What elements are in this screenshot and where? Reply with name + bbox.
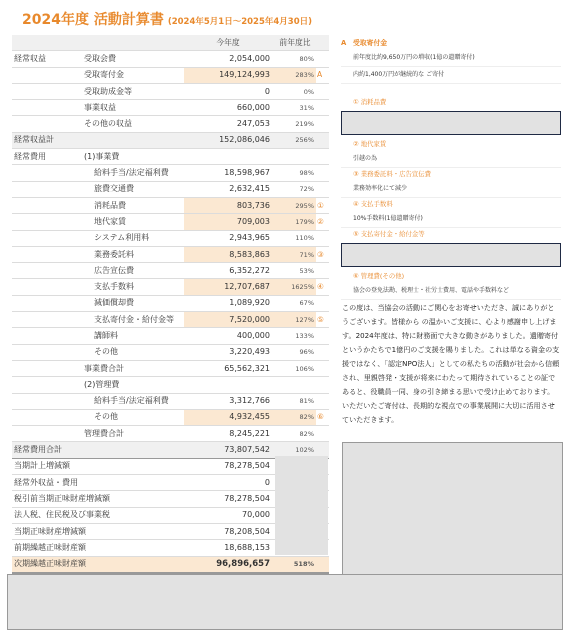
row-item: 支払手数料 [82,279,184,295]
blank-panel-right [342,442,563,575]
note-4-title: ④ 支払手数料 [353,200,393,208]
row-value: 3,220,493 [184,344,274,360]
row-note-marker [316,263,329,279]
row-value: 2,632,415 [184,181,274,197]
row-note-marker [316,116,329,132]
row-value: 12,707,687 [184,279,274,295]
row-label: 経常収益計 [12,132,184,148]
note-5-title: ⑤ 支払寄付金・給付金等 [353,230,425,238]
table-row [12,149,329,165]
note-4-line: 10%手数料(1億遺贈寄付) [341,211,561,228]
row-value: 6,352,272 [184,263,274,279]
row-category [12,328,66,344]
row-note-marker [316,83,329,99]
row-label: 経常外収益・費用 [12,475,184,491]
row-ratio [274,377,316,393]
row-label: 次期繰越正味財産額 [12,556,184,573]
row-note-marker [316,344,329,360]
row-ratio: 80% [274,51,316,67]
row-item: 受取助成金等 [82,83,184,99]
row-ratio: 81% [274,393,316,409]
col-ratio-header: 前年度比 [274,35,316,51]
row-value: 70,000 [184,507,274,523]
table-row [12,132,329,148]
row-note-marker: ④ [316,279,329,295]
row-note-marker [316,230,329,246]
row-item: 地代家賃 [82,214,184,230]
row-ratio: 127% [274,312,316,328]
row-ratio: 219% [274,116,316,132]
notes-panel [341,36,561,300]
row-item: 消耗品費 [82,197,184,213]
row-item: 業務委託料 [82,246,184,262]
statement-title: 2024年度 活動計算書 [22,12,164,28]
note-5-box [341,243,561,267]
row-category [12,295,66,311]
row-value: 96,896,657 [184,556,274,573]
row-ratio: 110% [274,230,316,246]
table-header-row [12,35,329,51]
table-row [12,100,329,116]
row-category [12,197,66,213]
row-ratio: 98% [274,165,316,181]
row-category [12,279,66,295]
row-item: その他の収益 [82,116,184,132]
row-note-marker: ⑤ [316,312,329,328]
table-row [12,295,329,311]
row-note-marker [316,360,329,376]
row-item: (2)管理費 [82,377,184,393]
greeting-message: この度は、当協会の活動にご関心をお寄せいただき、誠にありがとうございます。皆様から の温かいご支援に、心より感謝申し上げます。2024年度は、特に財務面で大きな動きがありました。遺贈寄付というかたちで1億円のご支援を賜りました。これは単なる資金の支援ではなく、「認定NPO法人」としての私たちの活動が社会から信頼され、里親啓発・支援が将来にわたって期待されていることの証であると、役職員一同、身の引き締まる思いで受け止めております。いただいたご寄付は、長期的な視点での事業展開に大切に活用させていただきます。 [342,303,560,424]
note-3-title: ③ 業務委託料・広告宣伝費 [353,170,432,178]
row-category: 経常費用 [12,149,66,165]
row-ratio: 82% [274,426,316,442]
table-row [12,279,329,295]
row-item: 事業費合計 [82,360,184,376]
row-category [12,409,66,425]
row-ratio: 53% [274,263,316,279]
row-item: 給料手当/法定福利費 [82,165,184,181]
row-category [12,360,66,376]
row-category [12,393,66,409]
row-category [12,165,66,181]
row-value: 0 [184,475,274,491]
row-category [12,377,66,393]
row-item: 広告宣伝費 [82,263,184,279]
row-value: 4,932,455 [184,409,274,425]
row-value: 709,003 [184,214,274,230]
note-2-title: ② 地代家賃 [353,140,387,148]
row-value: 65,562,321 [184,360,274,376]
row-value: 803,736 [184,197,274,213]
table-row [12,165,329,181]
table-row [12,409,329,425]
row-note-marker [316,165,329,181]
row-ratio: 96% [274,344,316,360]
blank-panel-mid [275,456,328,555]
row-note-marker: A [316,67,329,83]
row-value: 400,000 [184,328,274,344]
row-value: 660,000 [184,100,274,116]
row-ratio: 71% [274,246,316,262]
note-3-line: 業務効率化にて減少 [341,181,561,198]
row-note-marker [316,149,329,165]
note-a-title: A 受取寄付金 [341,39,388,47]
table-row [12,556,329,573]
row-ratio: 102% [274,442,316,458]
col-current-header: 今年度 [184,35,274,51]
row-item: (1)事業費 [82,149,184,165]
row-value: 78,208,504 [184,523,274,539]
row-label: 税引前当期正味財産増減額 [12,491,184,507]
row-item: 受取寄付金 [82,67,184,83]
row-value: 1,089,920 [184,295,274,311]
row-item: 受取会費 [82,51,184,67]
row-category [12,181,66,197]
table-row [12,67,329,83]
statement-period: (2024年5月1日～2025年4月30日) [167,17,313,27]
note-6-title: ⑥ 管理費(その他) [353,272,405,280]
row-category [12,214,66,230]
row-value: 78,278,504 [184,458,274,474]
row-category [12,246,66,262]
table-row [12,360,329,376]
row-ratio: 133% [274,328,316,344]
note-1-title: ① 消耗品費 [353,98,387,106]
note-6-line: 協会の登免法勘、税理士・社労士費用、電話や手数料など [341,283,561,300]
row-item: 事業収益 [82,100,184,116]
row-ratio: 179% [274,214,316,230]
row-ratio: 72% [274,181,316,197]
row-category [12,83,66,99]
row-label: 法人税、住民税及び事業税 [12,507,184,523]
table-row [12,344,329,360]
row-ratio: 0% [274,83,316,99]
note-a-line-1: 前年度比約9,650万円の増収(1億の遺贈寄付) [341,50,561,67]
row-item: システム利用料 [82,230,184,246]
row-value: 152,086,046 [184,132,274,148]
row-ratio: 106% [274,360,316,376]
note-1-box [341,111,561,135]
row-ratio: 82% [274,409,316,425]
row-item: 減価償却費 [82,295,184,311]
row-category [12,312,66,328]
row-item: 給料手当/法定福利費 [82,393,184,409]
table-row [12,197,329,213]
row-ratio: 283% [274,67,316,83]
row-value: 73,807,542 [184,442,274,458]
row-note-marker [316,328,329,344]
row-value: 78,278,504 [184,491,274,507]
row-note-marker [316,393,329,409]
row-value: 2,943,965 [184,230,274,246]
row-value: 149,124,993 [184,67,274,83]
row-value: 18,688,153 [184,540,274,556]
table-row [12,426,329,442]
row-value [184,377,274,393]
row-note-marker: ② [316,214,329,230]
row-category [12,116,66,132]
row-ratio: 295% [274,197,316,213]
row-item: その他 [82,344,184,360]
row-note-marker [316,556,329,573]
row-note-marker [316,377,329,393]
row-ratio: 67% [274,295,316,311]
row-category [12,344,66,360]
row-label: 前期繰越正味財産額 [12,540,184,556]
row-item: 支払寄付金・給付金等 [82,312,184,328]
row-ratio: 31% [274,100,316,116]
row-item: その他 [82,409,184,425]
row-item: 旅費交通費 [82,181,184,197]
table-row [12,181,329,197]
row-category [12,263,66,279]
row-category [12,100,66,116]
row-note-marker [316,132,329,148]
table-row [12,328,329,344]
row-note-marker: ⑥ [316,409,329,425]
row-category [12,426,66,442]
row-item: 管理費合計 [82,426,184,442]
row-value: 2,054,000 [184,51,274,67]
row-value: 3,312,766 [184,393,274,409]
row-note-marker [316,295,329,311]
table-row [12,246,329,262]
table-row [12,214,329,230]
row-value: 18,598,967 [184,165,274,181]
row-label: 経常費用合計 [12,442,184,458]
row-note-marker [316,51,329,67]
row-category: 経常収益 [12,51,66,67]
note-2-line: 引越の為 [341,151,561,168]
row-value [184,149,274,165]
row-value: 0 [184,83,274,99]
row-note-marker: ③ [316,246,329,262]
row-value: 8,583,863 [184,246,274,262]
table-row [12,263,329,279]
table-row [12,377,329,393]
row-value: 8,245,221 [184,426,274,442]
table-row [12,116,329,132]
table-row [12,51,329,67]
row-value: 247,053 [184,116,274,132]
row-category [12,230,66,246]
row-ratio: 518% [274,556,316,573]
table-row [12,393,329,409]
row-item: 講師料 [82,328,184,344]
table-row [12,83,329,99]
row-category [12,67,66,83]
row-note-marker [316,181,329,197]
row-note-marker [316,100,329,116]
row-ratio: 1625% [274,279,316,295]
page-title [22,9,312,29]
row-label: 当期正味財産増減額 [12,523,184,539]
row-ratio [274,149,316,165]
row-value: 7,520,000 [184,312,274,328]
row-ratio: 256% [274,132,316,148]
row-note-marker: ① [316,197,329,213]
note-a-line-2: 内約1,400万円が継続的な ご寄付 [341,67,561,84]
blank-panel-bottom [7,574,563,630]
table-row [12,312,329,328]
table-row [12,230,329,246]
row-note-marker [316,426,329,442]
row-label: 当期計上増減額 [12,458,184,474]
